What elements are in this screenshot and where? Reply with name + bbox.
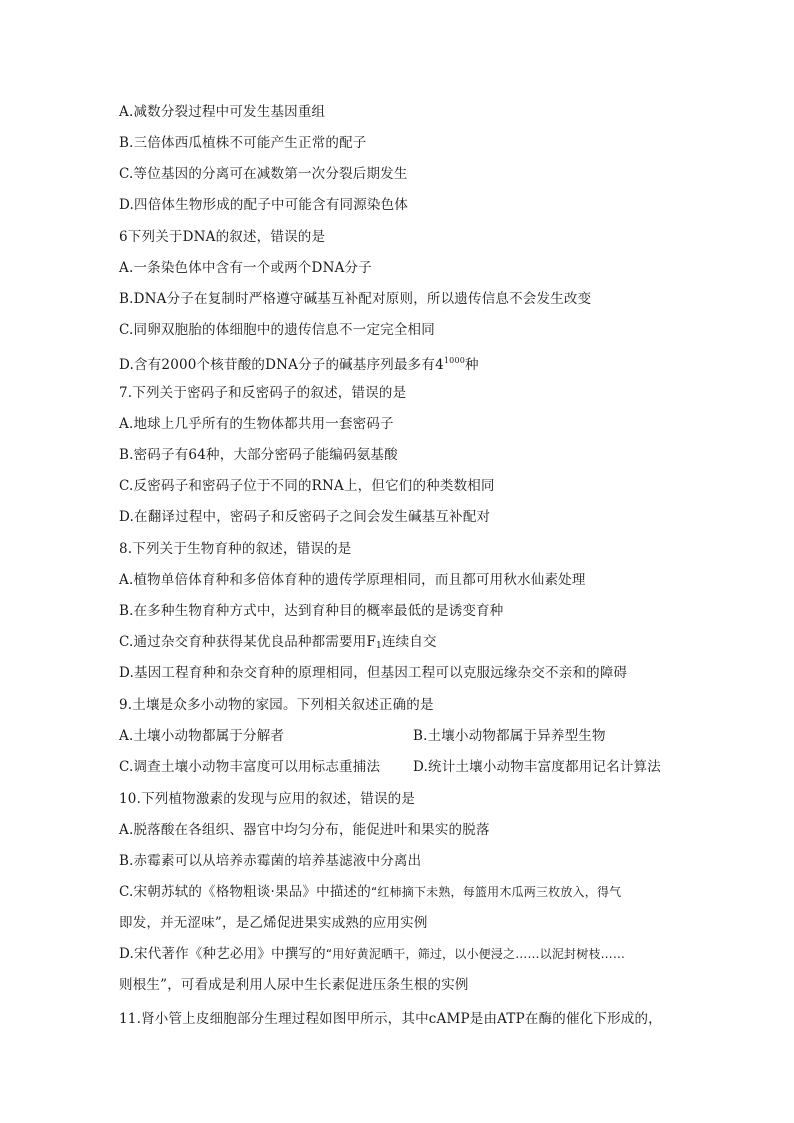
q9-option-a: A.土壤小动物都属于分解者 [119,728,285,744]
q10-option-c-line1 [119,883,621,901]
q10-option-c-line2 [119,914,428,932]
q8-option-b: B.在多种生物育种方式中，达到育种目的概率最低的是诱变育种 [119,603,504,619]
q5-option-b: B.三倍体西瓜植株不可能产生正常的配子 [119,135,367,151]
q5-option-c: C.等位基因的分离可在减数第一次分裂后期发生 [119,166,408,182]
q7-stem: 7.下列关于密码子和反密码子的叙述，错误的是 [119,385,407,401]
q9-option-d: D.统计土壤小动物丰富度都用记名计算法 [413,759,661,775]
q10-option-a: A.脱落酸在各组织、器官中均匀分布，能促进叶和果实的脱落 [119,822,490,838]
q10-option-c-quote-end: 即发，并无涩味” [119,915,223,931]
q9-option-c: C.调查土壤小动物丰富度可以用标志重捕法 [119,759,381,775]
q10-option-d-quote: “用好黄泥晒干，筛过，以小便浸之……以泥封树枝…… [325,947,626,961]
exponent: 1000 [443,356,466,365]
subscript: 1 [376,641,382,651]
q8-option-d: D.基因工程育种和杂交育种的原理相同，但基因工程可以克服远缘杂交不亲和的障碍 [119,665,628,681]
q10-option-b: B.赤霉素可以从培养赤霉菌的培养基滤液中分离出 [119,853,422,869]
q11-stem: 11.肾小管上皮细胞部分生理过程如图甲所示，其中cAMP是由ATP在酶的催化下形成的， [119,1011,662,1027]
q7-option-d: D.在翻译过程中，密码子和反密码子之间会发生碱基互补配对 [119,509,491,525]
q10-option-d-quote-end: 则根生” [119,977,168,993]
q6-option-d [119,352,479,374]
q9-option-b: B.土壤小动物都属于异养型生物 [413,728,606,744]
q6-stem: 6下列关于DNA的叙述，错误的是 [119,229,326,245]
q10-option-d-line2 [119,976,469,994]
q8-option-c-suffix: 连续自交 [381,634,437,650]
q8-option-c [119,633,437,655]
q5-option-a: A.减数分裂过程中可发生基因重组 [119,104,326,120]
q10-option-c-text: C.宋朝苏轼的《格物粗谈·果品》中描述的 [119,884,371,900]
q10-option-c-tail: ，是乙烯促进果实成熟的应用实例 [222,915,428,931]
q6-option-b: B.DNA分子在复制时严格遵守碱基互补配对原则，所以遗传信息不会发生改变 [119,291,592,307]
q10-option-c-quote: “红柿摘下未熟，每篮用木瓜两三枚放入，得气 [370,885,622,899]
q10-option-d-tail: ，可看成是利用人尿中生长素促进压条生根的实例 [167,977,469,993]
q8-stem: 8.下列关于生物育种的叙述，错误的是 [119,541,352,557]
q6-option-d-text: D.含有2000个核苷酸的DNA分子的碱基序列最多有4 [119,357,444,373]
q8-option-a: A.植物单倍体育种和多倍体育种的遗传学原理相同，而且都可用秋水仙素处理 [119,572,586,588]
q7-option-c: C.反密码子和密码子位于不同的RNA上，但它们的种类数相同 [119,478,495,494]
q6-option-a: A.一条染色体中含有一个或两个DNA分子 [119,260,372,276]
q10-option-d-line1 [119,945,625,963]
q6-option-d-suffix: 种 [465,357,479,373]
q7-option-a: A.地球上几乎所有的生物体都共用一套密码子 [119,416,394,432]
q7-option-b: B.密码子有64种，大部分密码子能编码氨基酸 [119,447,398,463]
q10-stem: 10.下列植物激素的发现与应用的叙述，错误的是 [119,791,416,807]
q6-option-c: C.同卵双胞胎的体细胞中的遗传信息不一定完全相同 [119,322,435,338]
q8-option-c-text: C.通过杂交育种获得某优良品种都需要用F [119,634,377,650]
q10-option-d-text: D.宋代著作《种艺必用》中撰写的 [119,946,326,962]
q5-option-d: D.四倍体生物形成的配子中可能含有同源染色体 [119,197,409,213]
q9-stem: 9.土壤是众多小动物的家园。下列相关叙述正确的是 [119,697,434,713]
